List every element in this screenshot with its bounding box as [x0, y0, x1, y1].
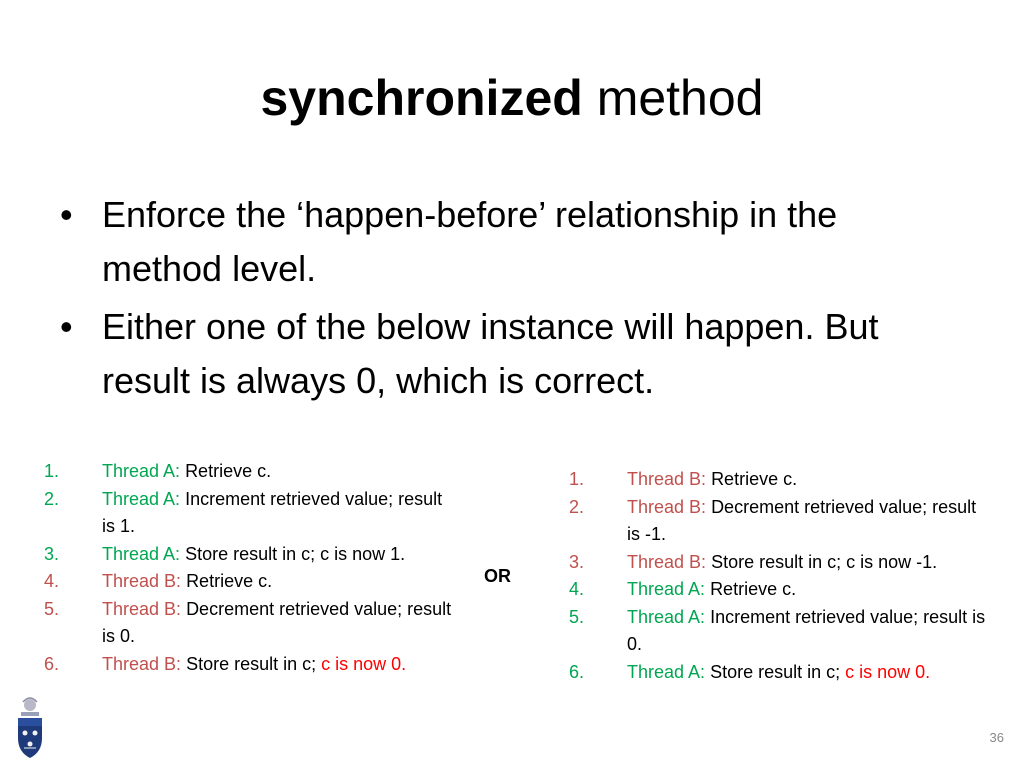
step-text: Store result in c; — [186, 653, 317, 674]
step-number: 3. — [569, 551, 585, 572]
step-text: Increment retrieved value; result is 1. — [102, 488, 443, 536]
bullet-item — [60, 300, 960, 408]
step-number: 1. — [44, 461, 60, 481]
step-item — [44, 541, 454, 569]
university-crest-icon — [14, 696, 46, 760]
bullet-text: Enforce the ‘happen-before’ relationship in the method level. — [102, 194, 838, 289]
or-separator: OR — [484, 566, 511, 586]
step-thread: Thread B: — [102, 653, 182, 674]
step-item — [44, 486, 454, 541]
step-item — [569, 604, 989, 659]
page-number: 36 — [989, 730, 1004, 745]
step-text: Store result in c; c is now -1. — [711, 551, 938, 572]
step-thread: Thread B: — [102, 598, 182, 619]
step-thread: Thread B: — [627, 496, 707, 517]
bullet-dot-icon: • — [60, 306, 73, 347]
bullet-list — [60, 188, 960, 412]
step-text: Retrieve c. — [186, 571, 273, 591]
step-number: 6. — [44, 653, 60, 674]
step-highlight: c is now 0. — [321, 653, 407, 674]
step-item — [44, 568, 454, 596]
step-text: Store result in c; — [710, 661, 841, 682]
step-text: Increment retrieved value; result is 0. — [627, 606, 986, 654]
step-text: Retrieve c. — [710, 579, 797, 599]
step-thread: Thread A: — [627, 661, 706, 682]
title-keyword: synchronized — [260, 70, 583, 126]
step-number: 5. — [569, 606, 585, 627]
bullet-item — [60, 188, 960, 296]
step-number: 4. — [569, 579, 585, 599]
step-text: Decrement retrieved value; result is -1. — [627, 496, 977, 544]
left-steps-list — [44, 458, 454, 678]
right-steps-list — [569, 466, 989, 686]
step-text: Retrieve c. — [711, 469, 798, 489]
step-item — [569, 576, 989, 604]
step-thread: Thread B: — [102, 571, 182, 591]
step-item — [569, 466, 989, 494]
bullet-text: Either one of the below instance will happen. But result is always 0, which is correct. — [102, 306, 879, 401]
step-number: 4. — [44, 571, 60, 591]
step-thread: Thread A: — [627, 606, 706, 627]
step-number: 5. — [44, 598, 60, 619]
title-rest: method — [596, 70, 764, 126]
bullet-dot-icon: • — [60, 194, 73, 235]
step-number: 2. — [44, 488, 60, 509]
step-number: 2. — [569, 496, 585, 517]
step-item — [569, 659, 989, 687]
step-number: 1. — [569, 469, 585, 489]
step-thread: Thread B: — [627, 551, 707, 572]
step-highlight: c is now 0. — [845, 661, 931, 682]
step-thread: Thread A: — [102, 461, 181, 481]
step-thread: Thread B: — [627, 469, 707, 489]
step-text: Retrieve c. — [185, 461, 272, 481]
step-thread: Thread A: — [102, 543, 181, 564]
step-thread: Thread A: — [627, 579, 706, 599]
step-item — [44, 596, 454, 651]
step-text: Store result in c; c is now 1. — [185, 543, 406, 564]
step-item — [569, 549, 989, 577]
step-item — [569, 494, 989, 549]
step-text: Decrement retrieved value; result is 0. — [102, 598, 452, 646]
step-thread: Thread A: — [102, 488, 181, 509]
step-number: 6. — [569, 661, 585, 682]
slide-title — [0, 68, 1024, 128]
step-item — [44, 651, 454, 679]
step-item — [44, 458, 454, 486]
step-number: 3. — [44, 543, 60, 564]
